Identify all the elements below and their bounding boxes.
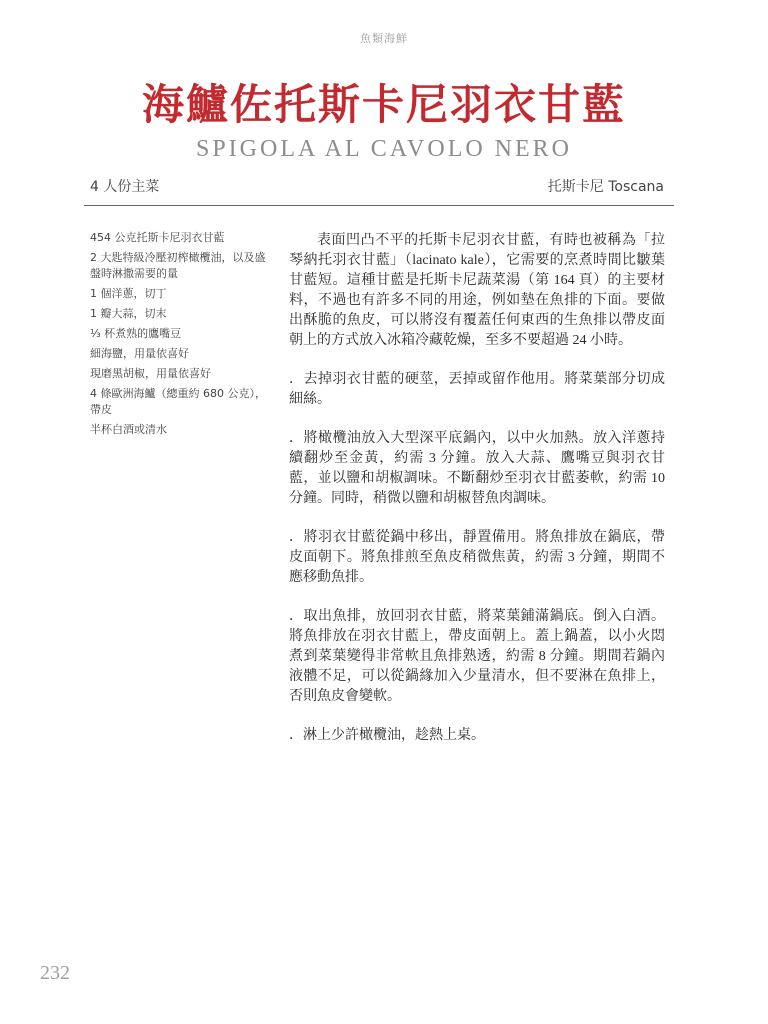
servings-label: 4 人份主菜 xyxy=(90,179,160,195)
ingredient-item: 2 大匙特級冷壓初榨橄欖油，以及盛盤時淋撒需要的量 xyxy=(90,251,266,280)
header-divider xyxy=(84,205,674,206)
ingredient-list xyxy=(90,230,270,442)
step-paragraph: ．去掉羽衣甘藍的硬莖，丟掉或留作他用。將菜葉部分切成細絲。 xyxy=(289,372,665,407)
ingredient-item: 1 個洋蔥，切丁 xyxy=(90,287,167,300)
region-label: 托斯卡尼 Toscana xyxy=(547,179,664,195)
ingredient-item: ⅓ 杯煮熟的鷹嘴豆 xyxy=(90,327,182,340)
step-paragraph: ．將羽衣甘藍從鍋中移出，靜置備用。將魚排放在鍋底，帶皮面朝下。將魚排煎至魚皮稍微焦黃，約需 3 分鐘，期間不應移動魚排。 xyxy=(289,530,665,585)
step-paragraph: ．將橄欖油放入大型深平底鍋內，以中火加熱。放入洋蔥持續翻炒至金黃，約需 3 分鐘。放入大蒜、鷹嘴豆與羽衣甘藍，並以鹽和胡椒調味。不斷翻炒至羽衣甘藍萎軟，約需 10 分鐘。同時，稍微以鹽和胡椒替魚肉調味。 xyxy=(289,431,665,506)
ingredient-item: 454 公克托斯卡尼羽衣甘藍 xyxy=(90,231,225,244)
ingredient-item: 現磨黑胡椒，用量依喜好 xyxy=(90,367,211,380)
ingredient-item: 半杯白酒或清水 xyxy=(90,423,167,436)
recipe-instructions xyxy=(289,231,665,765)
recipe-subtitle-italian: SPIGOLA AL CAVOLO NERO xyxy=(195,136,573,162)
recipe-title: 海鱸佐托斯卡尼羽衣甘藍 xyxy=(141,80,626,129)
intro-paragraph: 表面凹凸不平的托斯卡尼羽衣甘藍，有時也被稱為「拉琴納托羽衣甘藍」（lacinato kale），它需要的烹煮時間比皺葉甘藍短。這種甘藍是托斯卡尼蔬菜湯（第 164 頁）的主要材料，不過也有許多不同的用途，例如墊在魚排的下面。要做出酥脆的魚皮，可以將沒有覆蓋任何東西的生魚排以帶皮面朝上的方式放入冰箱冷藏乾燥，至多不要超過 24 小時。 xyxy=(289,233,665,348)
step-paragraph: ．取出魚排，放回羽衣甘藍，將菜葉鋪滿鍋底。倒入白酒。將魚排放在羽衣甘藍上，帶皮面朝上。蓋上鍋蓋，以小火悶煮到菜葉變得非常軟且魚排熟透，約需 8 分鐘。期間若鍋內液體不足，可以從鍋緣加入少量清水，但不要淋在魚排上，否則魚皮會變軟。 xyxy=(289,609,665,704)
ingredient-item: 細海鹽，用量依喜好 xyxy=(90,347,189,360)
section-label: 魚類海鮮 xyxy=(360,32,408,45)
ingredient-item: 4 條歐洲海鱸（總重約 680 公克），帶皮 xyxy=(90,387,266,416)
ingredient-item: 1 瓣大蒜，切末 xyxy=(90,307,167,320)
page-number: 232 xyxy=(40,962,70,984)
step-paragraph: ．淋上少許橄欖油，趁熱上桌。 xyxy=(289,728,485,743)
